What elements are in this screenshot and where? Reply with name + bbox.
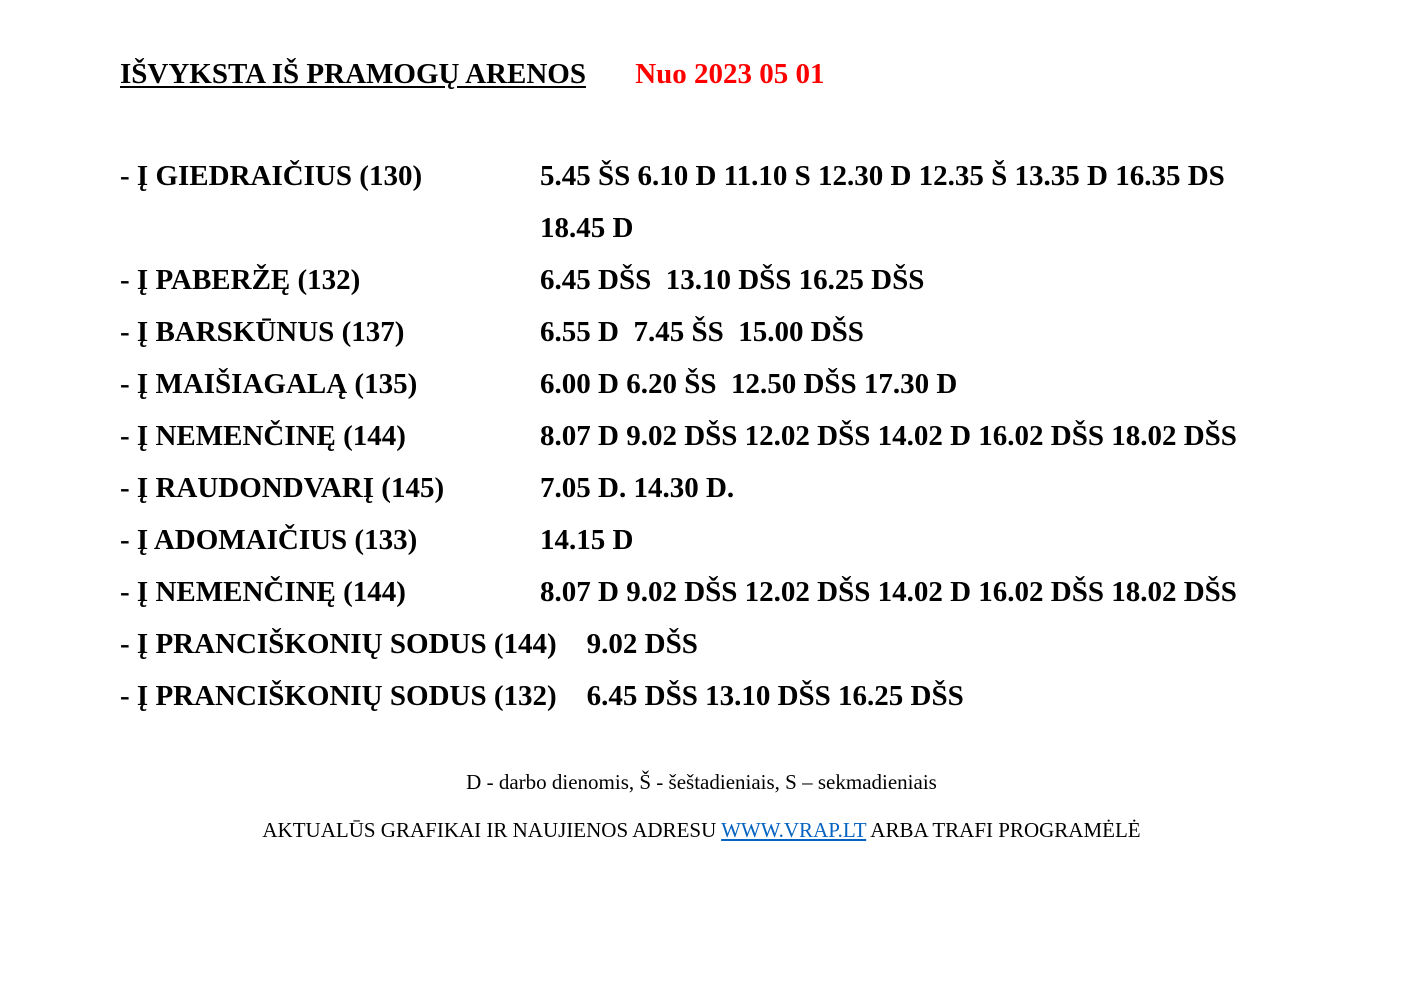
route-destination: - Į NEMENČINĘ (144)	[120, 576, 406, 608]
route-times: 6.45 DŠS 13.10 DŠS 16.25 DŠS	[586, 680, 964, 712]
route-destination: - Į MAIŠIAGALĄ (135)	[120, 368, 418, 400]
route-list	[120, 150, 1320, 722]
route-times: 5.45 ŠS 6.10 D 11.10 S 12.30 D 12.35 Š 13.35 D 16.35 DS 18.45 D	[540, 160, 1225, 244]
route-row	[120, 150, 1320, 254]
page-header	[120, 58, 825, 91]
footer-text-after: ARBA TRAFI PROGRAMĖLĖ	[866, 818, 1141, 842]
route-destination: - Į ADOMAIČIUS (133)	[120, 524, 418, 556]
route-destination: - Į PABERŽĘ (132)	[120, 264, 361, 296]
route-destination: - Į NEMENČINĘ (144)	[120, 420, 406, 452]
route-times: 8.07 D 9.02 DŠS 12.02 DŠS 14.02 D 16.02 DŠS 18.02 DŠS	[540, 420, 1237, 452]
website-link[interactable]: WWW.VRAP.LT	[721, 818, 867, 842]
page-title: IŠVYKSTA IŠ PRAMOGŲ ARENOS	[120, 58, 586, 90]
effective-date: Nuo 2023 05 01	[635, 58, 825, 90]
route-times: 9.02 DŠS	[586, 628, 698, 660]
route-row	[120, 410, 1320, 462]
route-row	[120, 306, 1320, 358]
route-row	[120, 462, 1320, 514]
footer-note	[0, 818, 1403, 843]
route-times: 6.00 D 6.20 ŠS 12.50 DŠS 17.30 D	[540, 368, 958, 400]
route-row	[120, 358, 1320, 410]
route-times: 6.55 D 7.45 ŠS 15.00 DŠS	[540, 316, 864, 348]
route-row	[120, 566, 1320, 618]
route-row	[120, 670, 1320, 722]
route-times: 8.07 D 9.02 DŠS 12.02 DŠS 14.02 D 16.02 DŠS 18.02 DŠS	[540, 576, 1237, 608]
route-row	[120, 514, 1320, 566]
route-destination: - Į RAUDONDVARĮ (145)	[120, 472, 445, 504]
route-times: 6.45 DŠS 13.10 DŠS 16.25 DŠS	[540, 264, 925, 296]
footer-text-before: AKTUALŪS GRAFIKAI IR NAUJIENOS ADRESU	[262, 818, 722, 842]
route-row	[120, 618, 1320, 670]
route-destination: - Į PRANCIŠKONIŲ SODUS (144)	[120, 628, 557, 660]
route-row	[120, 254, 1320, 306]
route-times: 14.15 D	[540, 524, 634, 556]
route-times: 7.05 D. 14.30 D.	[540, 472, 735, 504]
route-destination: - Į GIEDRAIČIUS (130)	[120, 160, 423, 192]
schedule-legend: D - darbo dienomis, Š - šeštadieniais, S – sekmadieniais	[466, 770, 937, 794]
route-destination: - Į PRANCIŠKONIŲ SODUS (132)	[120, 680, 557, 712]
route-destination: - Į BARSKŪNUS (137)	[120, 316, 405, 348]
